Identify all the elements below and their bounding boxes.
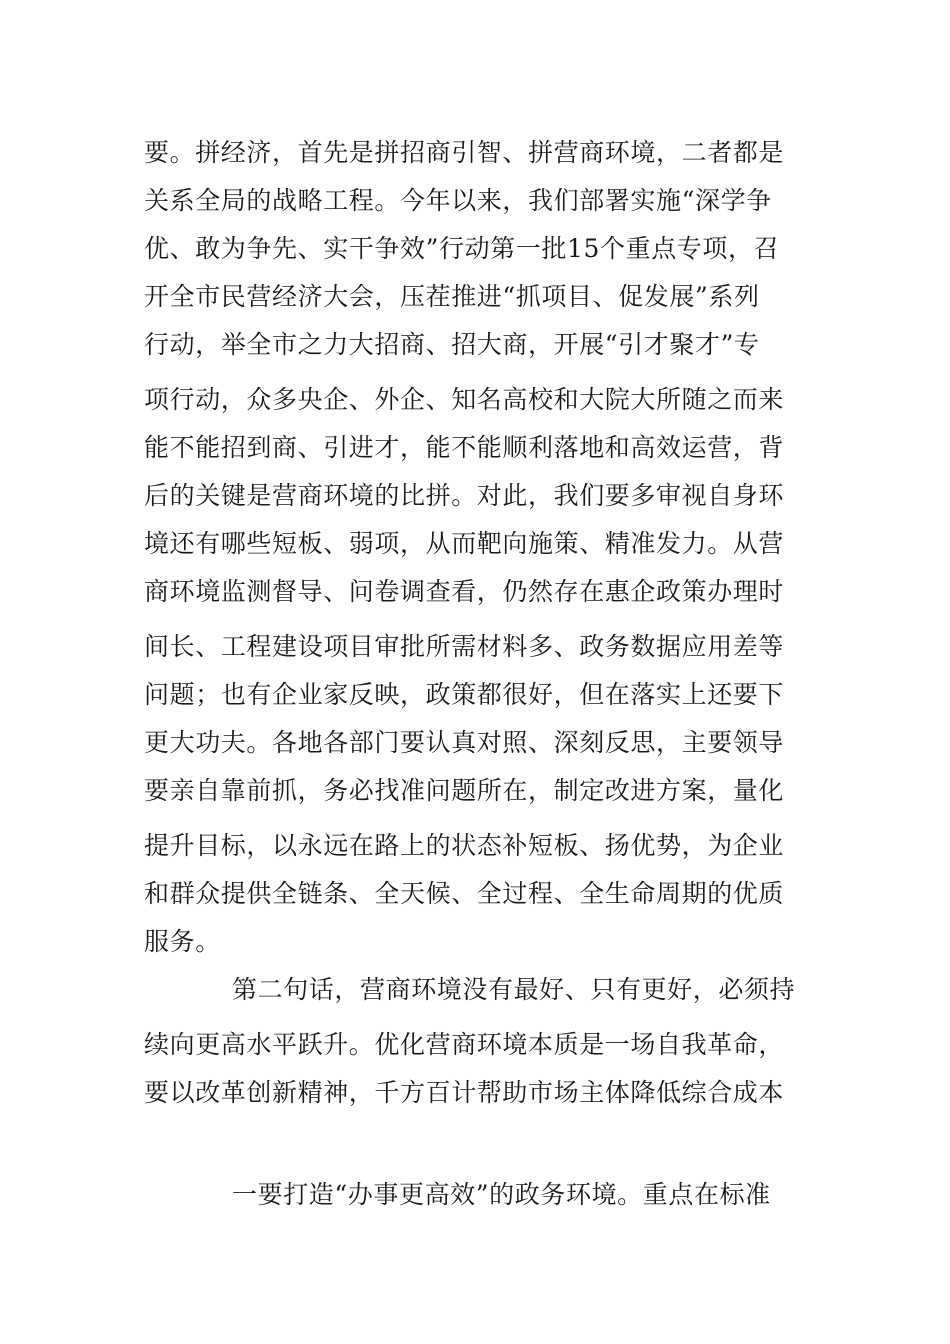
paragraph-line: 境还有哪些短板、弱项，从而靶向施策、精准发力。从营	[144, 529, 785, 558]
paragraph-line: 后的关键是营商环境的比拼。对此，我们要多审视自身环	[144, 481, 785, 510]
paragraph-line: 项行动，众多央企、外企、知名高校和大院大所随之而来	[144, 385, 785, 414]
paragraph-line: 更大功夫。各地各部门要认真对照、深刻反思，主要领导	[144, 728, 785, 757]
paragraph-line: 间长、工程建设项目审批所需材料多、政务数据应用差等	[144, 632, 785, 661]
paragraph-line: 服务。	[144, 927, 221, 956]
paragraph-line: 开全市民营经济大会，压茬推进“抓项目、促发展”系列	[144, 282, 760, 311]
paragraph-line: 续向更高水平跃升。优化营商环境本质是一场自我革命，	[144, 1030, 785, 1059]
paragraph-line: 第二句话，营商环境没有最好、只有更好，必须持	[232, 975, 796, 1004]
paragraph-line: 和群众提供全链条、全天候、全过程、全生命周期的优质	[144, 879, 785, 908]
paragraph-line: 一要打造“办事更高效”的政务环境。重点在标准	[232, 1180, 771, 1209]
paragraph-line: 要以改革创新精神，千方百计帮助市场主体降低综合成本	[144, 1078, 785, 1107]
paragraph-line: 行动，举全市之力大招商、招大商，开展“引才聚才”专	[144, 330, 760, 359]
paragraph-line: 要亲自靠前抓，务必找准问题所在，制定改进方案，量化	[144, 776, 785, 805]
paragraph-line: 要。拼经济，首先是拼招商引智、拼营商环境，二者都是	[144, 138, 785, 167]
paragraph-line: 问题；也有企业家反映，政策都很好，但在落实上还要下	[144, 680, 785, 709]
paragraph-line: 提升目标，以永远在路上的状态补短板、扬优势，为企业	[144, 831, 785, 860]
paragraph-line: 优、敢为争先、实干争效”行动第一批15个重点专项，召	[144, 234, 780, 263]
paragraph-line: 关系全局的战略工程。今年以来，我们部署实施“深学争	[144, 186, 772, 215]
paragraph-line: 能不能招到商、引进才，能不能顺利落地和高效运营，背	[144, 433, 785, 462]
paragraph-line: 商环境监测督导、问卷调查看，仍然存在惠企政策办理时	[144, 577, 785, 606]
